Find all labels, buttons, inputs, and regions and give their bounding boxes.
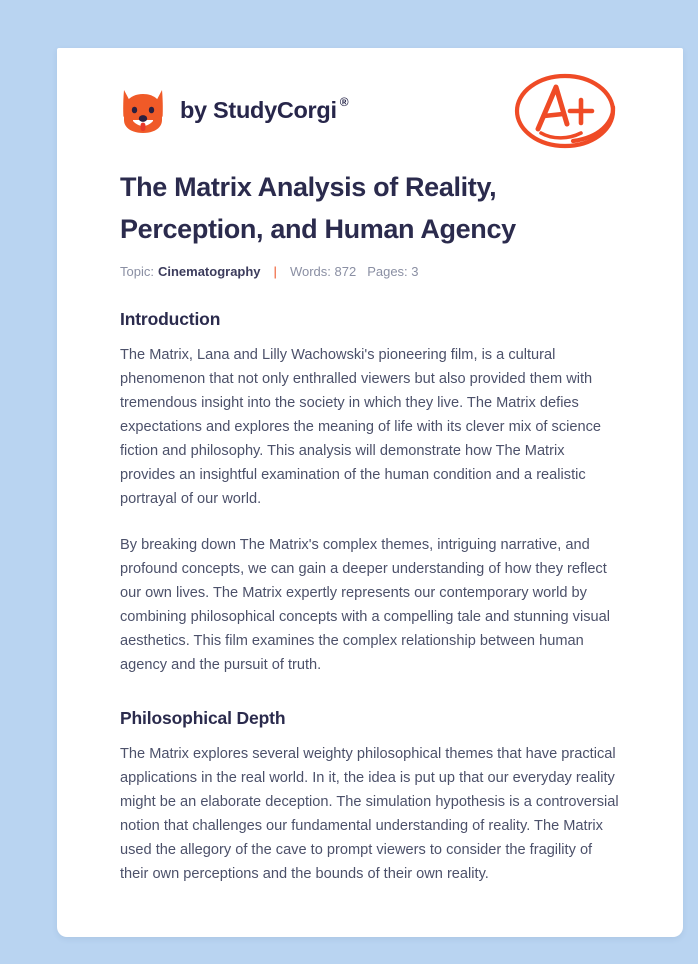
paragraph: The Matrix, Lana and Lilly Wachowski's pioneering film, is a cultural phenomenon that not only enthralled viewers but also provided them with tremendous insight into the society in which they live. The Matrix defies expectations and explores the meaning of life with its clever mix of science fiction and philosophy. This analysis will demonstrate how The Matrix provides an insightful examination of the human condition and a realistic portrayal of our world. [120, 347, 602, 508]
section-heading-philosophical-depth: Philosophical Depth [120, 708, 286, 729]
word-count: Words: 872 [289, 264, 357, 280]
a-plus-grade-icon [511, 67, 619, 155]
brand-text [180, 95, 349, 124]
document-page [57, 48, 683, 937]
brand-name: by StudyCorgi [180, 97, 337, 124]
page-title: The Matrix Analysis of Reality, Perception, and Human Agency [120, 172, 516, 245]
document-header [120, 48, 619, 152]
studycorgi-brand[interactable] [120, 87, 348, 135]
paragraph: The Matrix explores several weighty philosophical themes that have practical applications in the real world. In it, the idea is put up that our everyday reality might be an elaborate deception. The simulation hypothesis is a controversial notion that challenges our fundamental understanding of reality. The Matrix used the allegory of the cave to prompt viewers to consider the fragility of their own perceptions and the bounds of their own reality. [120, 746, 619, 883]
document-body [120, 309, 619, 916]
paragraph: By breaking down The Matrix's complex themes, intriguing narrative, and profound concepts, we can gain a deeper understanding of how they reflect our own lives. The Matrix expertly represents our contemporary world by combining philosophical concepts with a compelling tale and stunning visual aesthetics. This film examines the complex relationship between human agency and the pursuit of truth. [120, 537, 610, 674]
registered-trademark-icon: ® [339, 95, 349, 110]
topic-label: Topic: [120, 264, 154, 280]
corgi-face-icon [120, 87, 166, 135]
page-count: Pages: 3 [367, 264, 419, 280]
topic-value[interactable]: Cinematography [157, 264, 261, 280]
meta-separator: | [273, 264, 277, 280]
document-meta [120, 265, 619, 278]
section-heading-introduction: Introduction [120, 309, 221, 330]
